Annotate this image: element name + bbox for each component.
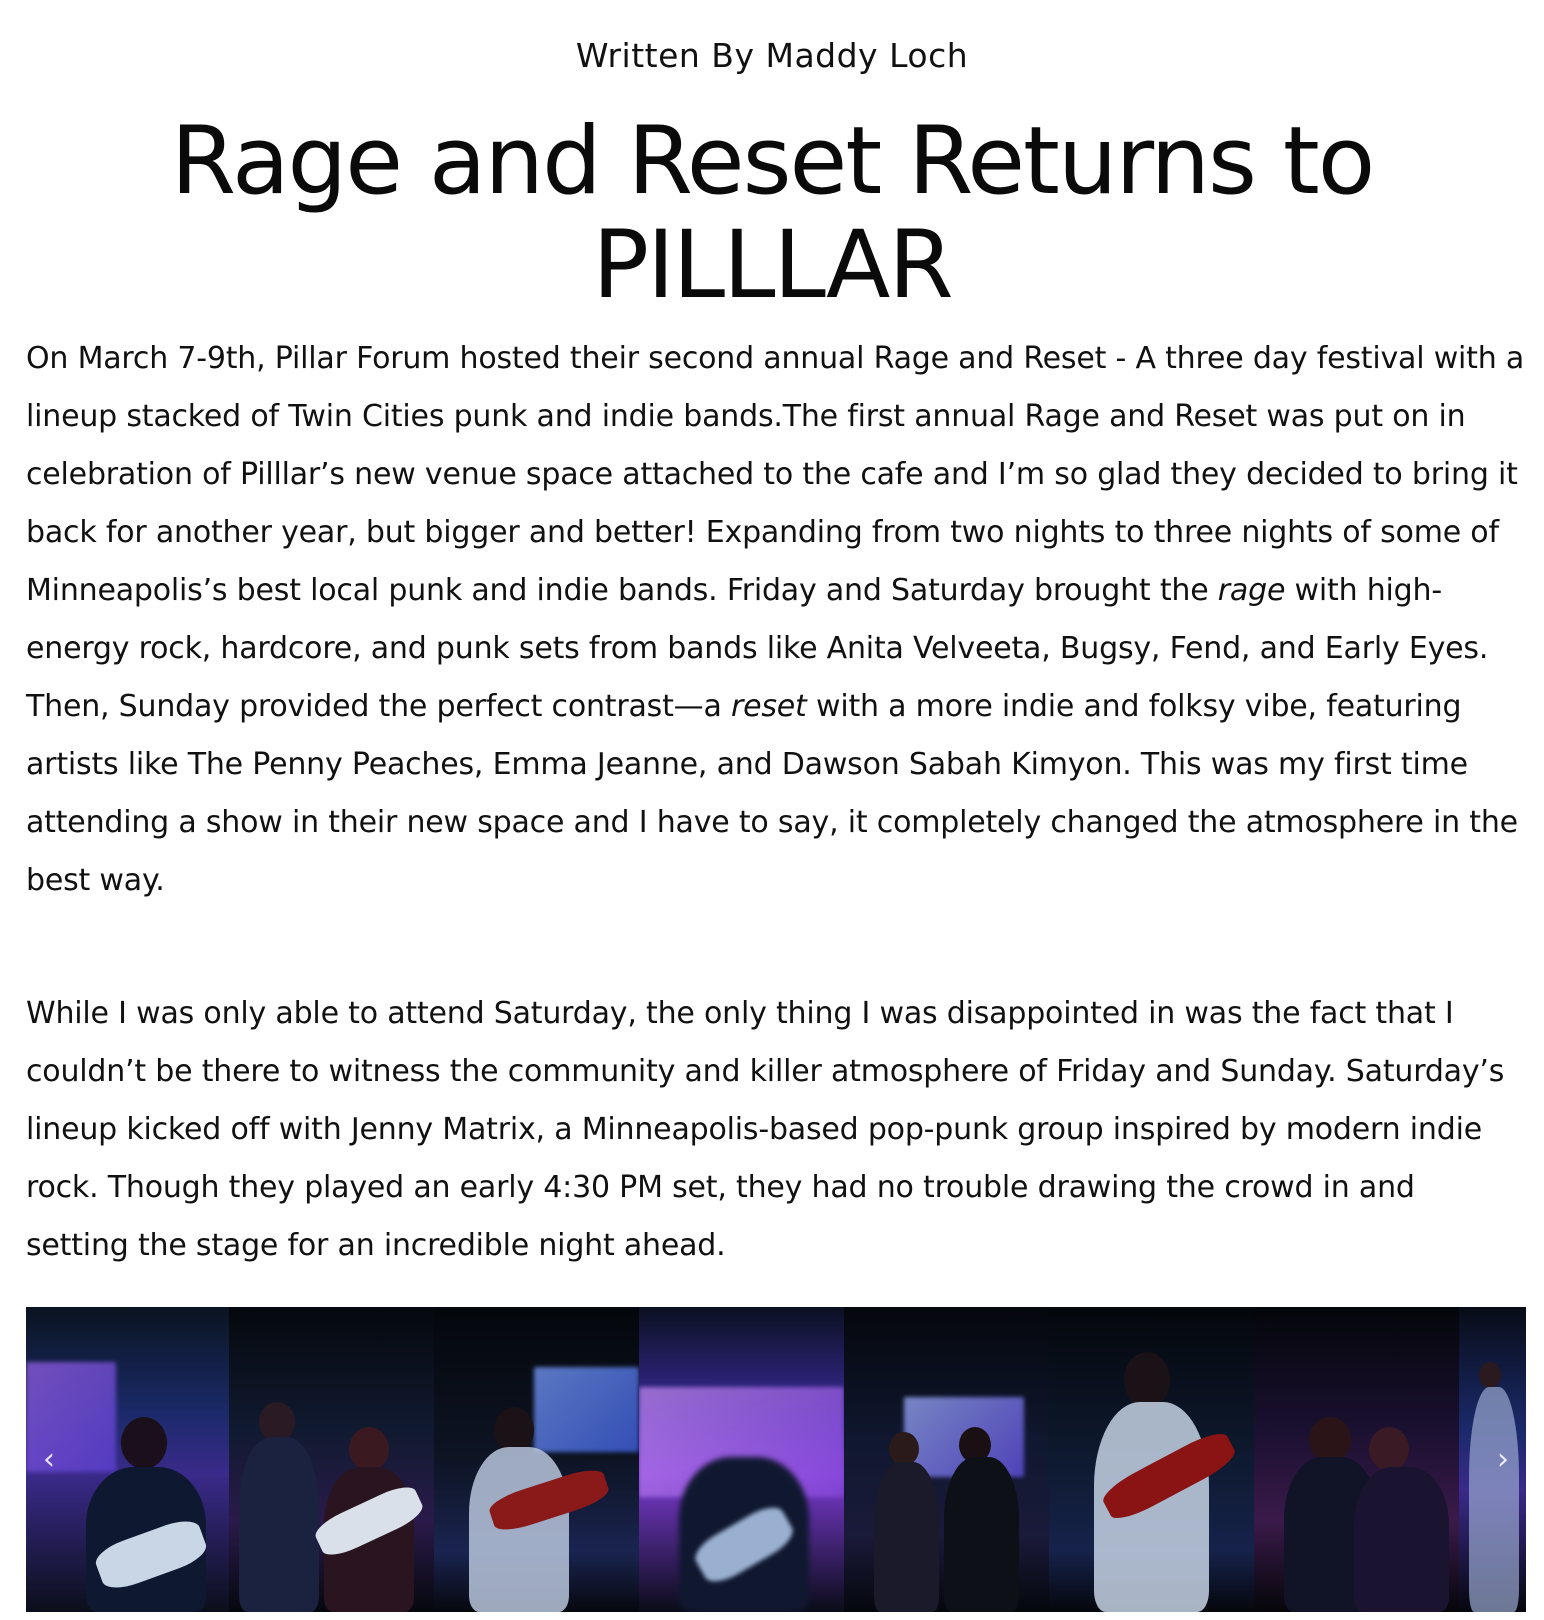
performer-head <box>349 1427 389 1471</box>
performer <box>1469 1387 1519 1612</box>
paragraph-1-text-a: On March 7-9th, Pillar Forum hosted their second annual Rage and Reset - A three day festival with a lineup stacked of Twin Cities punk and indie bands.The first annual Rage and Reset was put on in celebration of Pilllar’s new venue space attached to the cafe and I’m so glad they decided to bring it back for another year, but bigger and better! Expanding from two nights to three nights of some of Minneapolis’s best local punk and indie bands. Friday and Saturday brought the <box>26 341 1525 608</box>
performer <box>1354 1467 1449 1612</box>
gallery-photo[interactable] <box>1049 1307 1254 1612</box>
emphasis-rage: rage <box>1217 573 1286 608</box>
paragraph-2-text: While I was only able to attend Saturday, the only thing I was disappointed in was the fact that I couldn’t be there to witness the community and killer atmosphere of Friday and Sunday. Saturday’s lineup kicked off with Jenny Matrix, a Minneapolis-based pop-punk group inspired by modern indie rock. Though they played an early 4:30 PM set, they had no trouble drawing the crowd in and setting the stage for an incredible night ahead. <box>26 996 1505 1263</box>
emphasis-reset: reset <box>730 689 807 724</box>
byline: Written By Maddy Loch <box>575 36 969 75</box>
chevron-right-icon[interactable]: › <box>1497 1442 1509 1477</box>
paragraph-1-text-b: with high-energy rock, hardcore, and punk sets from bands like Anita Velveeta, Bugsy, Fend, and Early Eyes. Then, Sunday provided the perfect contrast—a <box>26 573 1489 724</box>
performer <box>239 1437 319 1612</box>
photo-gallery[interactable] <box>26 1307 1526 1612</box>
performer-head <box>889 1432 919 1466</box>
performer <box>469 1447 569 1612</box>
gallery-photo[interactable] <box>1254 1307 1459 1612</box>
gallery-photo[interactable] <box>434 1307 639 1612</box>
gallery-photo[interactable] <box>639 1307 844 1612</box>
article-paragraph-1 <box>26 330 1526 910</box>
performer-head <box>121 1417 167 1469</box>
performer-head <box>1369 1427 1409 1471</box>
performer-head <box>1124 1352 1170 1408</box>
gallery-photo[interactable] <box>229 1307 434 1612</box>
article-paragraph-2 <box>26 985 1526 1275</box>
performer <box>944 1457 1019 1612</box>
gallery-photo[interactable] <box>844 1307 1049 1612</box>
page-title: Rage and Reset Returns to PILLLAR <box>170 107 1374 320</box>
performer-head <box>1479 1362 1501 1388</box>
performer <box>874 1462 939 1612</box>
chevron-left-icon[interactable]: ‹ <box>43 1442 55 1477</box>
performer-head <box>259 1402 295 1442</box>
stage-screen <box>534 1367 639 1452</box>
paragraph-1-text-c: with a more indie and folksy vibe, featuring artists like The Penny Peaches, Emma Jeanne, and Dawson Sabah Kimyon. This was my first time attending a show in their new space and I have to say, it completely changed the atmosphere in the best way. <box>26 689 1518 898</box>
